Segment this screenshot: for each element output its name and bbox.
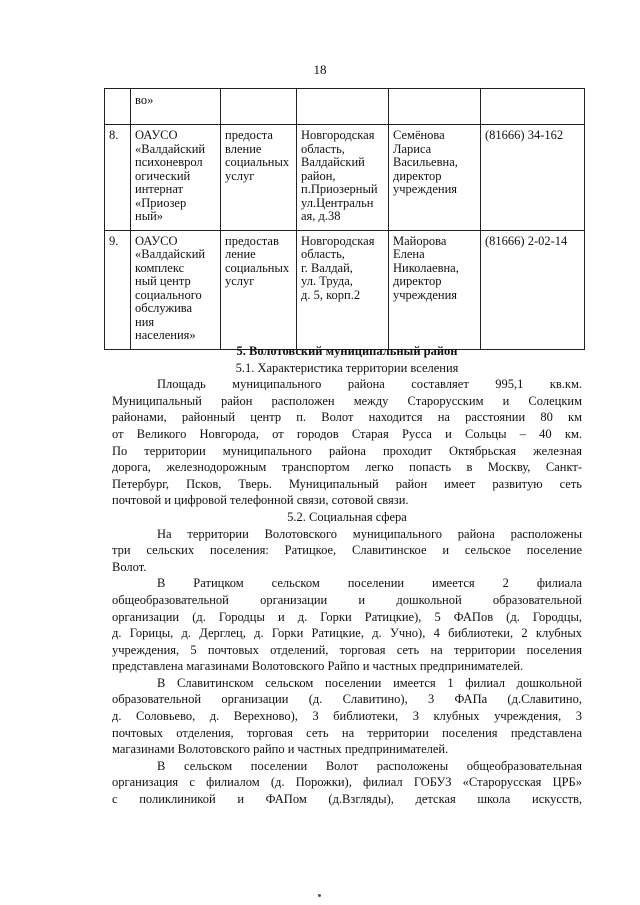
cell-line: ОАУСО — [135, 128, 178, 142]
subsection-title-2: 5.2. Социальная сфера — [287, 509, 407, 524]
paragraph-line: На территории Волотовского муниципального района расположены — [157, 526, 582, 541]
table-row — [105, 230, 585, 349]
cell-line: ОАУСО — [135, 233, 178, 248]
paragraph-line: В Ратицком сельском поселении имеется 2 филиала — [157, 576, 582, 591]
cell-line: ул. Труда, — [301, 274, 353, 288]
service-cell — [221, 89, 297, 125]
director-cell — [389, 230, 481, 349]
cell-line: д. 5, корп.2 — [301, 287, 361, 302]
cell-line: населения» — [135, 328, 196, 342]
cell-line: предостав — [225, 233, 279, 248]
phone-cell — [481, 230, 585, 349]
cell-line: область, — [301, 247, 345, 261]
cell-line: во» — [135, 93, 154, 107]
cell-line: вление — [225, 141, 262, 156]
cell-line: директор — [393, 274, 442, 288]
paragraph-line: По территории муниципального района проходит Октябрьская железная — [112, 443, 582, 458]
table-row — [105, 89, 585, 125]
institutions-table — [104, 88, 585, 350]
document-body — [112, 343, 582, 808]
table-row — [105, 125, 585, 231]
cell-line: «Приозер — [135, 195, 187, 210]
paragraph-line: районами, районный центр п. Волот находится на расстоянии 80 км — [112, 410, 582, 425]
paragraph-line: образовательной организации (д. Славитино), 3 ФАПа (д.Славитино, — [112, 692, 582, 707]
cell-line: директор — [393, 168, 442, 183]
row-number-cell — [105, 89, 131, 125]
address-cell — [297, 125, 389, 231]
cell-line: Новгородская — [301, 128, 375, 142]
cell-line: интернат — [135, 182, 184, 196]
scan-dot — [318, 894, 321, 897]
cell-line: социального — [135, 287, 202, 302]
paragraph-line: Площадь муниципального района составляет 995,1 кв.км. — [157, 377, 582, 392]
cell-line: ния — [135, 314, 155, 329]
cell-line: предоста — [225, 128, 273, 142]
row-number-cell: 9. — [105, 230, 131, 349]
cell-line: Елена — [393, 247, 425, 261]
organization-cell — [131, 125, 221, 231]
cell-line: Валдайский — [301, 155, 365, 169]
cell-line: область, — [301, 141, 345, 156]
cell-line: Васильевна, — [393, 155, 458, 169]
cell-line: ный центр — [135, 274, 191, 288]
cell-line: ая, д.38 — [301, 209, 341, 223]
cell-line: п.Приозерный — [301, 182, 378, 196]
subsection-title-1: 5.1. Характеристика территории вселения — [235, 360, 459, 375]
cell-line: услуг — [225, 274, 255, 288]
cell-line: Семёнова — [393, 128, 445, 142]
director-cell — [389, 125, 481, 231]
cell-line: г. Валдай, — [301, 260, 353, 275]
paragraph-line: представлена магазинами Волотовского Райпо и частных предпринимателей. — [112, 659, 524, 674]
row-number-cell: 8. — [105, 125, 131, 231]
cell-line: социальных — [225, 155, 290, 169]
paragraph-line: В Славитинском сельском поселении имеется 1 филиал дошкольной — [157, 675, 582, 690]
paragraph-area — [112, 376, 582, 509]
paragraph-ratitskoe — [112, 575, 582, 675]
cell-line: ул.Центральн — [301, 195, 374, 210]
paragraph-line: организации (д. Городцы и д. Горки Ратицкие), 5 ФАПов (д. Городцы, — [112, 609, 582, 624]
cell-line: социальных — [225, 260, 290, 275]
cell-line: огический — [135, 168, 191, 183]
cell-line: «Валдайский — [135, 141, 206, 156]
paragraph-line: с поликлиникой и ФАПом (д.Взгляды), детская школа искусств, — [112, 792, 582, 807]
organization-cell — [131, 89, 221, 125]
paragraph-line: д. Горицы, д. Дерглец, д. Горки Ратицкие, д. Учно), 4 библиотеки, 2 клубных — [112, 626, 582, 641]
address-cell — [297, 89, 389, 125]
paragraph-line: д. Соловьево, д. Верехново), 3 библиотеки, 3 клубных учреждения, 3 — [112, 709, 582, 724]
organization-cell — [131, 230, 221, 349]
paragraph-line: Муниципальный район расположен между Старорусским и Солецким — [112, 393, 582, 408]
cell-line: Майорова — [393, 233, 447, 248]
paragraph-line: три сельских поселения: Ратицкое, Славитинское и сельское поселение — [112, 543, 582, 558]
paragraph-volot — [112, 758, 582, 808]
cell-line: психоневрол — [135, 155, 203, 169]
paragraph-line: организация с филиалом (д. Порожки), филиал ГОБУЗ «Старорусская ЦРБ» — [112, 775, 582, 790]
cell-line: комплекс — [135, 260, 185, 275]
paragraph-line: В сельском поселении Волот расположены общеобразовательная — [157, 758, 582, 773]
cell-line: район, — [301, 168, 336, 183]
paragraph-line: Петербург, Псков, Тверь. Муниципальный район имеет развитую сеть — [112, 476, 582, 491]
paragraph-line: дорога, железнодорожным транспортом легко попасть в Москву, Санкт- — [112, 460, 582, 475]
service-cell — [221, 230, 297, 349]
cell-line: (81666) 34-162 — [485, 128, 564, 142]
cell-line: учреждения — [393, 287, 458, 302]
cell-line: ление — [225, 247, 256, 261]
cell-line: обслужива — [135, 301, 193, 315]
cell-line: «Валдайский — [135, 247, 206, 261]
paragraph-line: от Великого Новгорода, от городов Старая Русса и Сольцы – 40 км. — [112, 426, 582, 441]
paragraph-line: Волот. — [112, 559, 147, 574]
paragraph-settlements — [112, 526, 582, 576]
section-title: 5. Волотовский муниципальный район — [236, 344, 458, 358]
cell-line: ный» — [135, 209, 164, 223]
paragraph-line: учреждения, 5 почтовых отделений, торговая сеть на территории поселения — [112, 642, 582, 657]
cell-line: (81666) 2-02-14 — [485, 233, 568, 248]
director-cell — [389, 89, 481, 125]
page-number: 18 — [313, 62, 327, 77]
service-cell — [221, 125, 297, 231]
paragraph-line: магазинами Волотовского райпо и частных предпринимателей. — [112, 742, 449, 757]
paragraph-line: почтовой и цифровой телефонной связи, сотовой связи. — [112, 493, 409, 508]
paragraph-slavitinskoe — [112, 675, 582, 758]
cell-line: Николаевна, — [393, 260, 459, 275]
cell-line: услуг — [225, 168, 255, 183]
paragraph-line: общеобразовательной организации и дошкольной образовательной — [112, 592, 582, 607]
cell-line: учреждения — [393, 182, 458, 196]
cell-line: Новгородская — [301, 233, 375, 248]
phone-cell — [481, 125, 585, 231]
address-cell — [297, 230, 389, 349]
paragraph-line: почтовых отделения, торговая сеть на территории поселения представлена — [112, 725, 582, 740]
phone-cell — [481, 89, 585, 125]
cell-line: Лариса — [393, 141, 432, 156]
